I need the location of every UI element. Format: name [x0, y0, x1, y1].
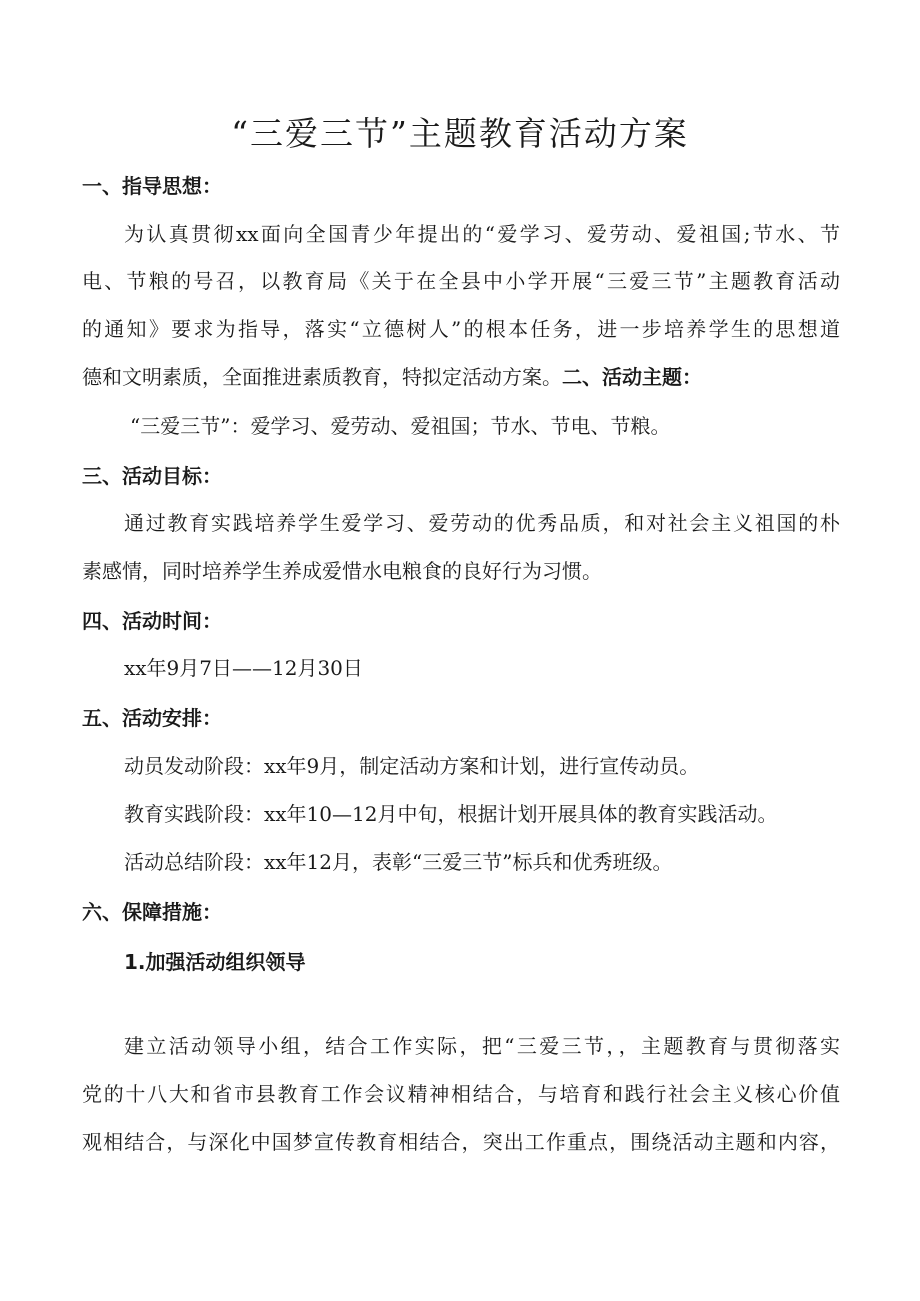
section-heading-safeguard-measures: 六、保障措施：: [82, 900, 222, 924]
section-heading-guiding-ideology: 一、指导思想：: [82, 174, 222, 198]
paragraph-line: 素感情，同时培养学生养成爱惜水电粮食的良好行为习惯。: [82, 559, 602, 583]
paragraph-line: 的通知》要求为指导，落实“立德树人”的根本任务，进一步培养学生的思想道: [82, 317, 840, 341]
section-heading-activity-time: 四、活动时间：: [82, 609, 222, 633]
arrangement-item: 动员发动阶段：xx年9月，制定活动方案和计划，进行宣传动员。: [124, 754, 700, 778]
paragraph-line: 德和文明素质，全面推进素质教育，特拟定活动方案。: [82, 365, 562, 389]
arrangement-item: 教育实践阶段：xx年10—12月中旬，根据计划开展具体的教育实践活动。: [124, 802, 778, 826]
section-heading-activity-arrangement: 五、活动安排：: [82, 706, 222, 730]
paragraph-line: 电、节粮的号召，以教育局《关于在全县中小学开展“三爱三节”主题教育活动: [82, 269, 840, 293]
theme-text: “三爱三节”：爱学习、爱劳动、爱祖国；节水、节电、节粮。: [130, 414, 671, 438]
section-heading-activity-goals: 三、活动目标：: [82, 464, 222, 488]
paragraph-line: 通过教育实践培养学生爱学习、爱劳动的优秀品质，和对社会主义祖国的朴: [124, 511, 840, 535]
document-title: “三爱三节”主题教育活动方案: [231, 114, 689, 153]
paragraph-line: 为认真贯彻xx面向全国青少年提出的“爱学习、爱劳动、爱祖国;节水、节: [124, 222, 840, 246]
section-heading-activity-theme: 二、活动主题：: [562, 365, 702, 389]
subheading-strengthen-leadership: 1.加强活动组织领导: [124, 950, 306, 974]
paragraph-line-with-heading: [82, 361, 702, 390]
arrangement-item: 活动总结阶段：xx年12月，表彰“三爱三节”标兵和优秀班级。: [124, 850, 673, 874]
paragraph-line: 党的十八大和省市县教育工作会议精神相结合，与培育和践行社会主义核心价值: [82, 1082, 840, 1106]
paragraph-line: 观相结合，与深化中国梦宣传教育相结合，突出工作重点，围绕活动主题和内容，: [82, 1130, 840, 1154]
activity-time-text: xx年9月7日——12月30日: [124, 656, 363, 680]
paragraph-line: 建立活动领导小组，结合工作实际，把“三爱三节，，主题教育与贯彻落实: [124, 1034, 840, 1058]
